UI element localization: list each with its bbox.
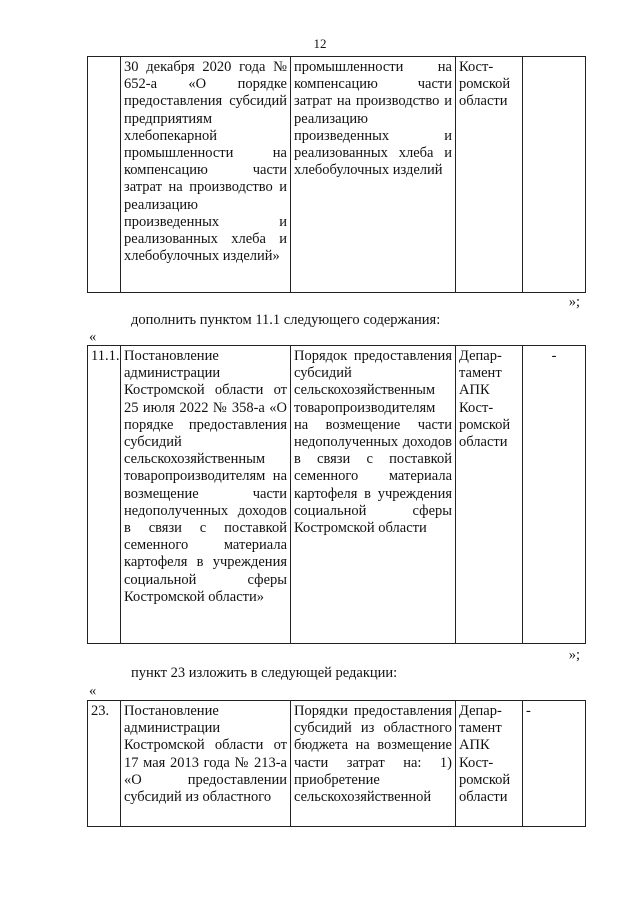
table-continuation [87, 56, 586, 293]
note-cell: - [523, 346, 586, 644]
document-title-cell: Порядок предоставления субсидий сельскохозяйственным товаропроизводителям на возмещение части недополученных доходов в связи с поставкой семенного материала картофеля в учреждения социальной сферы Костромской области [291, 346, 456, 644]
row-number: 23. [88, 701, 121, 827]
opening-quote: « [89, 329, 97, 345]
instruction-text: пункт 23 изложить в следующей редакции: [131, 665, 398, 681]
row-number: 11.1. [88, 346, 121, 644]
table-row [88, 701, 586, 827]
closing-quote: »; [568, 647, 580, 663]
page-number: 12 [313, 36, 327, 51]
row-number [88, 57, 121, 293]
legal-act-cell: Постановление администрации Костромской области от 25 июля 2022 № 358-а «О порядке предоставления субсидий сельскохозяйственным товаропроизводителям на возмещение части недополученных доходов в связи с поставкой семенного материала картофеля в учреждения социальной сферы Костромской области» [121, 346, 291, 644]
table-item-23 [87, 700, 586, 827]
table-row [88, 346, 586, 644]
note-cell: - [523, 701, 586, 827]
legal-act-cell: 30 декабря 2020 года № 652-а «О порядке предоставления субсидий предприятиям хлебопекарной промышленности на компенсацию части затрат на производство и реализацию произведенных и реализованных хлеба и хлебобулочных изделий» [121, 57, 291, 293]
document-title-cell: Порядки предоставления субсидий из областного бюджета на возмещение части затрат на: 1) приобретение сельскохозяйственной [291, 701, 456, 827]
instruction-text: дополнить пунктом 11.1 следующего содержания: [131, 312, 441, 328]
department-cell: Кост-ромской области [456, 57, 523, 293]
closing-quote: »; [568, 294, 580, 310]
opening-quote: « [89, 683, 97, 699]
department-cell: Депар-тамент АПК Кост-ромской области [456, 701, 523, 827]
legal-act-cell: Постановление администрации Костромской области от 17 мая 2013 года № 213-а «О предоставлении субсидий из областного [121, 701, 291, 827]
table-row [88, 57, 586, 293]
note-cell [523, 57, 586, 293]
table-item-11-1 [87, 345, 586, 644]
document-title-cell: промышленности на компенсацию части затрат на производство и реализацию произведенных и реализованных хлеба и хлебобулочных изделий [291, 57, 456, 293]
department-cell: Депар-тамент АПК Кост-ромской области [456, 346, 523, 644]
